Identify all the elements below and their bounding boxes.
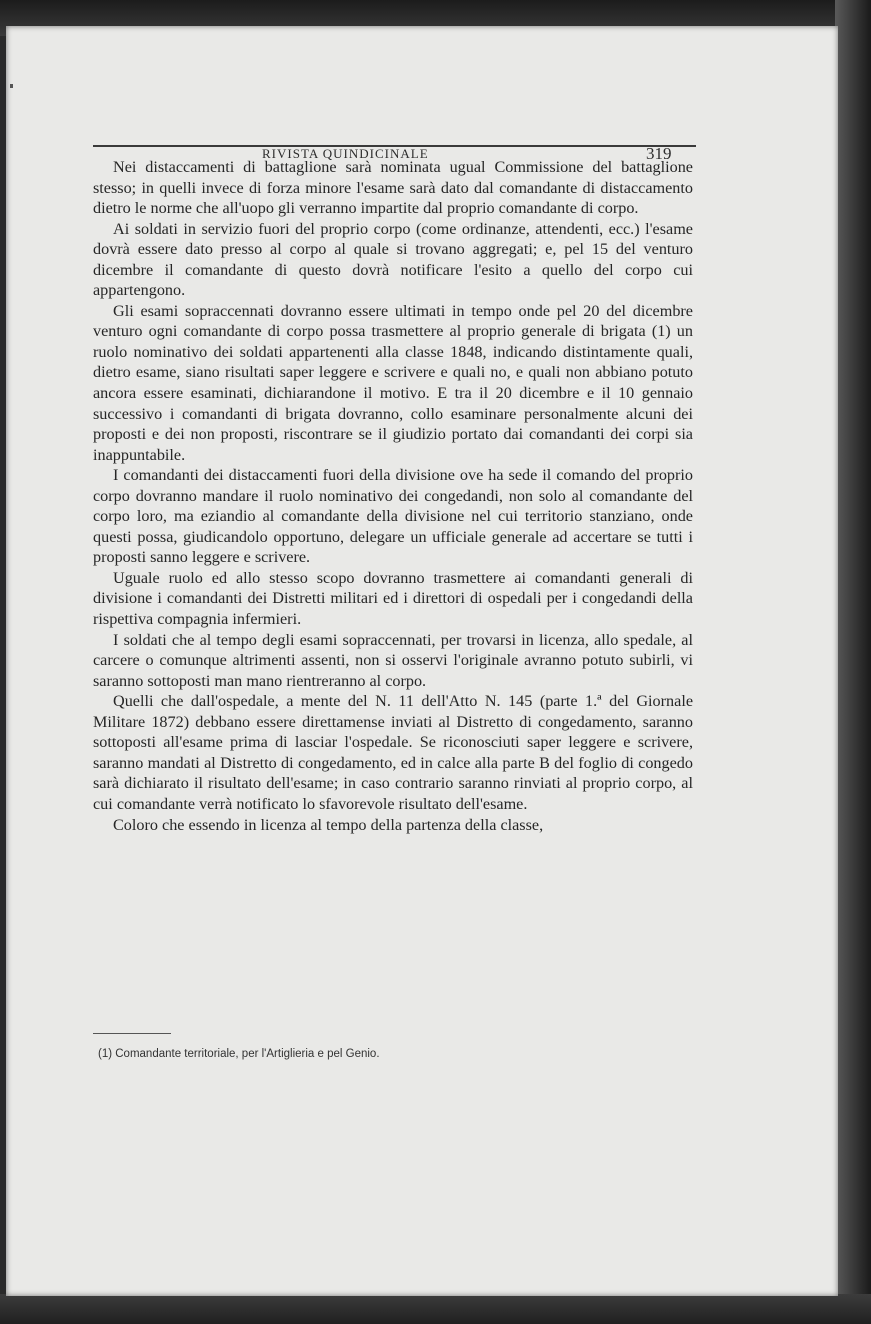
paragraph: Uguale ruolo ed allo stesso scopo dovranno trasmettere ai comandanti generali di divisione i comandanti dei Distretti militari ed i direttori di ospedali per i congedandi della rispettiva compagnia infermieri. <box>93 568 693 629</box>
body-text <box>93 157 693 835</box>
footnote: (1) Comandante territoriale, per l'Artiglieria e pel Genio. <box>98 1048 380 1060</box>
running-title: RIVISTA QUINDICINALE <box>262 146 429 161</box>
scan-border-bottom <box>0 1294 871 1324</box>
header-rule <box>93 145 696 147</box>
paragraph: I soldati che al tempo degli esami sopraccennati, per trovarsi in licenza, allo spedale, al carcere o comunque altrimenti assenti, non si osservi l'originale avranno potuto subirli, vi saranno sottoposti man mano rientreranno al corpo. <box>93 630 693 690</box>
footnote-rule <box>93 1033 171 1034</box>
page-number: 319 <box>646 144 672 163</box>
paragraph: I comandanti dei distaccamenti fuori della divisione ove ha sede il comando del proprio corpo dovranno mandare il ruolo nominativo dei congedandi, non solo al comandante del corpo loro, ma eziandio al comandante della divisione nel cui territorio stanziano, onde questi possa, giudicandolo opportuno, delegare un ufficiale generale ad accertare se tutti i proposti sanno leggere e scrivere. <box>93 466 693 567</box>
paragraph: Coloro che essendo in licenza al tempo della partenza della classe, <box>113 815 544 834</box>
paragraph: Gli esami sopraccennati dovranno essere ultimati in tempo onde pel 20 del dicembre venturo ogni comandante di corpo possa trasmettere al proprio generale di brigata (1) un ruolo nominativo dei soldati appartenenti alla classe 1848, indicando distintamente quali, dietro esame, siano risultati saper leggere e scrivere e quali no, e quali non abbiano potuto ancora essere esaminati, dichiarandone il motivo. E tra il 20 dicembre e il 10 gennaio successivo i comandanti di brigata dovranno, collo esaminare personalmente alcuni dei proposti e dei non proposti, riscontrare se il giudizio portato dai comandanti dei corpi sia inappuntabile. <box>93 301 693 464</box>
paragraph: Ai soldati in servizio fuori del proprio corpo (come ordinanze, attendenti, ecc.) l'esame dovrà essere dato presso al corpo al quale si trovano aggregati; e, pel 15 del venturo dicembre il comandante di questo dovrà notificare l'esito a quello del corpo cui appartengono. <box>93 219 693 300</box>
margin-mark <box>10 84 13 88</box>
scan-border-right <box>835 0 871 1324</box>
paragraph: Nei distaccamenti di battaglione sarà nominata ugual Commissione del battaglione stesso; in quelli invece di forza minore l'esame sarà dato dal comandante di distaccamento dietro le norme che all'uopo gli verranno impartite dal proprio comandante di corpo. <box>93 158 693 218</box>
paragraph: Quelli che dall'ospedale, a mente del N. 11 dell'Atto N. 145 (parte 1.ª del Giornale Militare 1872) debbano essere direttamense inviati al Distretto di congedamento, saranno sottoposti all'esame prima di lasciar l'ospedale. Se riconosciuti saper leggere e scrivere, saranno mandati al Distretto di congedamento, ed in calce alla parte B del foglio di congedo sarà dichiarato il risultato dell'esame; in caso contrario saranno rinviati al proprio corpo, al cui comandante verrà notificato lo sfavorevole risultato dell'esame. <box>93 692 693 813</box>
